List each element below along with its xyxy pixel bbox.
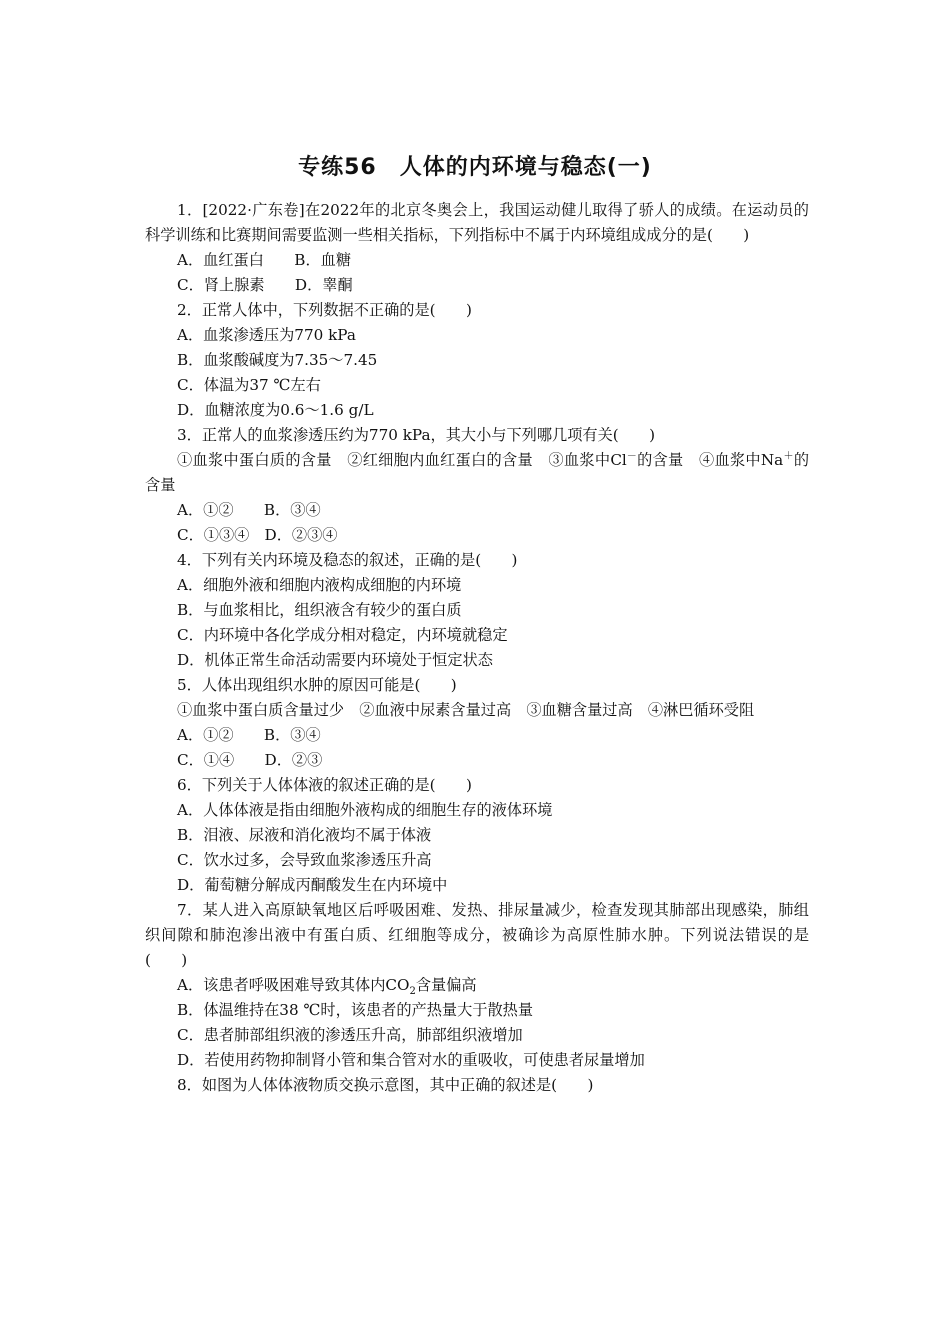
question-3-items: ①血浆中蛋白质的含量 ②红细胞内血红蛋白的含量 ③血浆中Cl－的含量 ④血浆中Na＋的含量	[145, 450, 809, 494]
question-2-stem: 2．正常人体中，下列数据不正确的是( )	[177, 301, 472, 319]
question-4-option-b: B．与血浆相比，组织液含有较少的蛋白质	[177, 601, 462, 619]
question-4-stem: 4．下列有关内环境及稳态的叙述，正确的是( )	[177, 551, 518, 569]
question-7-option-b: B．体温维持在38 ℃时，该患者的产热量大于散热量	[177, 1001, 534, 1019]
question-3-options-cd: C．①③④ D．②③④	[177, 526, 338, 544]
question-2-option-a: A．血浆渗透压为770 kPa	[177, 326, 356, 344]
question-5-options-cd: C．①④ D．②③	[177, 751, 323, 769]
question-4-option-c: C．内环境中各化学成分相对稳定，内环境就稳定	[177, 626, 508, 644]
question-1-options-cd: C．肾上腺素 D．睾酮	[177, 276, 353, 294]
question-6-option-c: C．饮水过多，会导致血浆渗透压升高	[177, 851, 432, 869]
question-4-option-d: D．机体正常生命活动需要内环境处于恒定状态	[177, 651, 493, 669]
question-6-option-d: D．葡萄糖分解成丙酮酸发生在内环境中	[177, 876, 448, 894]
question-3-options-ab: A．①② B．③④	[177, 501, 321, 519]
question-1-options-ab: A．血红蛋白 B．血糖	[177, 251, 352, 269]
question-8-stem: 8．如图为人体体液物质交换示意图，其中正确的叙述是( )	[177, 1076, 594, 1094]
question-6-option-b: B．泪液、尿液和消化液均不属于体液	[177, 826, 432, 844]
question-6-option-a: A．人体体液是指由细胞外液构成的细胞生存的液体环境	[177, 801, 553, 819]
question-4-option-a: A．细胞外液和细胞内液构成细胞的内环境	[177, 576, 462, 594]
question-7-option-d: D．若使用药物抑制肾小管和集合管对水的重吸收，可使患者尿量增加	[177, 1051, 645, 1069]
question-2-option-b: B．血浆酸碱度为7.35～7.45	[177, 351, 378, 369]
question-3-stem: 3．正常人的血浆渗透压约为770 kPa，其大小与下列哪几项有关( )	[177, 426, 655, 444]
question-5-items: ①血浆中蛋白质含量过少 ②血液中尿素含量过高 ③血糖含量过高 ④淋巴循环受阻	[177, 701, 755, 719]
question-1-stem: 1．[2022·广东卷]在2022年的北京冬奥会上，我国运动健儿取得了骄人的成绩。在运动员的科学训练和比赛期间需要监测一些相关指标，下列指标中不属于内环境组成成分的是( )	[145, 201, 809, 244]
page-title: 专练56 人体的内环境与稳态(一)	[298, 155, 652, 180]
question-7-option-a: A．该患者呼吸困难导致其体内$CO_2$含量偏高	[177, 976, 477, 998]
question-2-option-d: D．血糖浓度为0.6～1.6 g/L	[177, 401, 374, 419]
question-list	[145, 198, 809, 1098]
question-2-option-c: C．体温为37 ℃左右	[177, 376, 321, 394]
question-7-stem: 7．某人进入高原缺氧地区后呼吸困难、发热、排尿量减少，检查发现其肺部出现感染，肺组织间隙和肺泡渗出液中有蛋白质、红细胞等成分，被确诊为高原性肺水肿。下列说法错误的是( )	[145, 901, 809, 969]
question-6-stem: 6．下列关于人体体液的叙述正确的是( )	[177, 776, 472, 794]
question-5-options-ab: A．①② B．③④	[177, 726, 321, 744]
question-7-option-c: C．患者肺部组织液的渗透压升高，肺部组织液增加	[177, 1026, 523, 1044]
question-5-stem: 5．人体出现组织水肿的原因可能是( )	[177, 676, 457, 694]
